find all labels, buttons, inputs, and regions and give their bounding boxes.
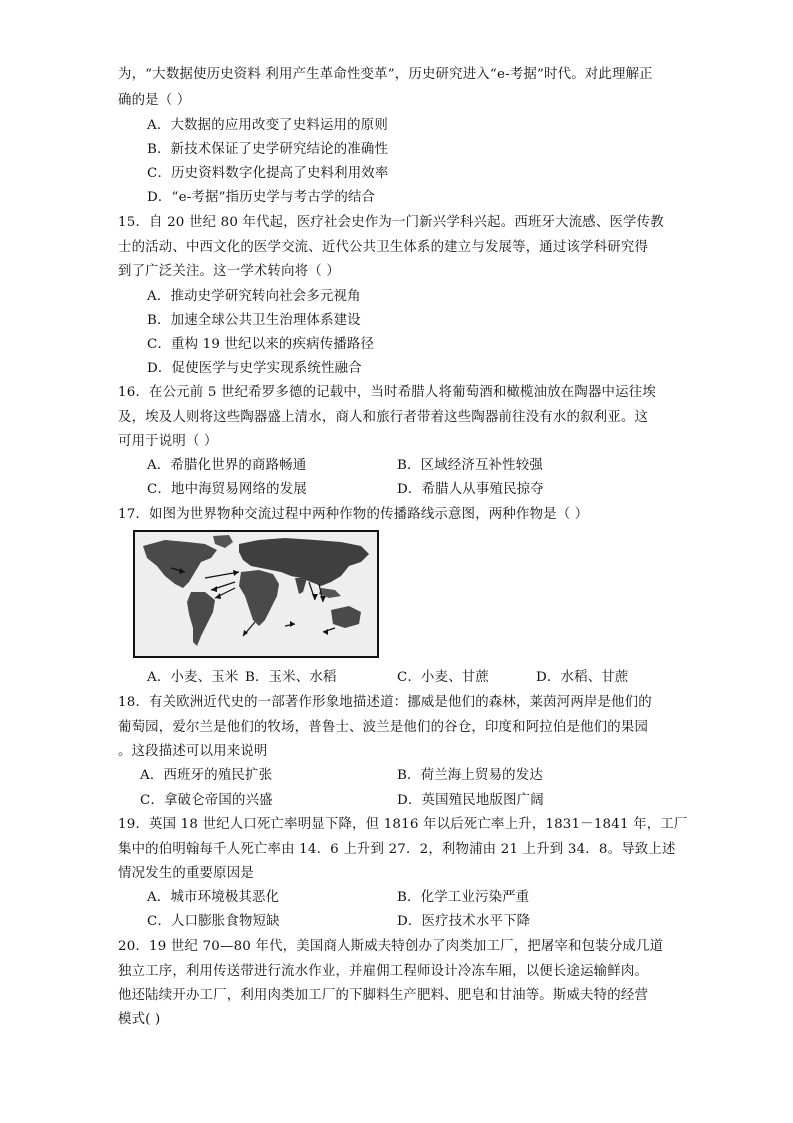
q15-option-c: C．重构 19 世纪以来的疾病传播路径 (147, 337, 375, 352)
q20-line-3: 他还陆续开办工厂，利用肉类加工厂的下脚料生产肥料、肥皂和甘油等。斯威夫特的经营 (118, 988, 649, 1003)
q15-option-b: B．加速全球公共卫生治理体系建设 (147, 313, 361, 328)
q15-option-d: D．促使医学与史学实现系统性融合 (147, 361, 362, 376)
q17-line-1: 17．如图为世界物种交流过程中两种作物的传播路线示意图，两种作物是（ ） (118, 507, 589, 522)
q14-line-1: 为，“大数据使历史资料 利用产生革命性变革”，历史研究进入“e-考据”时代。对此理解正 (118, 67, 653, 82)
q14-line-2: 确的是（ ） (118, 93, 191, 108)
q20-line-4: 模式( ) (118, 1012, 161, 1027)
q19-line-1: 19．英国 18 世纪人口死亡率明显下降，但 1816 年以后死亡率上升，1831－1841 年，工厂 (118, 817, 688, 832)
q14-option-d: D．“e-考据”指历史学与考古学的结合 (147, 190, 376, 205)
q16-line-2: 及，埃及人则将这些陶器盛上清水，商人和旅行者带着这些陶器前往没有水的叙利亚。这 (118, 410, 649, 425)
q17-option-c: C．小麦、甘蔗 (397, 670, 489, 685)
q15-line-2: 士的活动、中西文化的医学交流、近代公共卫生体系的建立与发展等，通过该学科研究得 (118, 240, 649, 255)
q19-option-b: B．化学工业污染严重 (397, 890, 530, 905)
q18-line-3: 。这段描述可以用来说明 (118, 744, 268, 759)
q17-option-b: B．玉米、水稻 (245, 670, 337, 685)
q19-option-a: A．城市环境极其恶化 (147, 890, 280, 905)
q18-line-1: 18．有关欧洲近代史的一部著作形象地描述道：挪威是他们的森林，莱茵河两岸是他们的 (118, 695, 652, 710)
q14-option-a: A．大数据的应用改变了史料运用的原则 (147, 118, 388, 133)
q16-option-c: C．地中海贸易网络的发展 (147, 482, 307, 497)
q20-line-2: 独立工序，利用传送带进行流水作业，并雇佣工程师设计冷冻车厢，以便长途运输鲜肉。 (118, 964, 649, 979)
q19-option-c: C．人口膨胀食物短缺 (147, 914, 280, 929)
q15-option-a: A．推动史学研究转向社会多元视角 (147, 289, 361, 304)
q18-option-c: C．拿破仑帝国的兴盛 (140, 793, 273, 808)
q15-line-1: 15．自 20 世纪 80 年代起，医疗社会史作为一门新兴学科兴起。西班牙大流感、医学传教 (118, 215, 664, 230)
q16-option-b: B．区域经济互补性较强 (397, 458, 543, 473)
q17-option-a: A．小麦、玉米 (147, 670, 239, 685)
world-map-image (135, 532, 377, 656)
q16-line-1: 16．在公元前 5 世纪希罗多德的记载中，当时希腊人将葡萄酒和橄榄油放在陶器中运往埃 (118, 385, 656, 400)
q16-line-3: 可用于说明（ ） (118, 434, 218, 449)
q18-option-a: A．西班牙的殖民扩张 (140, 768, 273, 783)
q16-option-a: A．希腊化世界的商路畅通 (147, 458, 307, 473)
q19-option-d: D．医疗技术水平下降 (397, 914, 531, 929)
q14-option-c: C．历史资料数字化提高了史料利用效率 (147, 166, 389, 181)
q15-line-3: 到了广泛关注。这一学术转向将（ ） (118, 264, 340, 279)
q19-line-2: 集中的伯明翰每千人死亡率由 14．6 上升到 27．2，利物浦由 21 上升到 34．8。导致上述 (118, 842, 676, 857)
q14-option-b: B．新技术保证了史学研究结论的准确性 (147, 142, 389, 157)
q18-option-b: B．荷兰海上贸易的发达 (397, 768, 543, 783)
q16-option-d: D．希腊人从事殖民掠夺 (397, 482, 544, 497)
q18-line-2: 葡萄园，爱尔兰是他们的牧场，普鲁士、波兰是他们的谷仓，印度和阿拉伯是他们的果园 (118, 720, 649, 735)
q19-line-3: 情况发生的重要原因是 (118, 866, 254, 881)
world-crop-spread-map (133, 530, 379, 658)
q17-option-d: D．水稻、甘蔗 (536, 670, 629, 685)
q20-line-1: 20．19 世纪 70—80 年代，美国商人斯威夫特创办了肉类加工厂，把屠宰和包装分成几道 (118, 939, 664, 954)
q18-option-d: D．英国殖民地版图广阔 (397, 793, 544, 808)
